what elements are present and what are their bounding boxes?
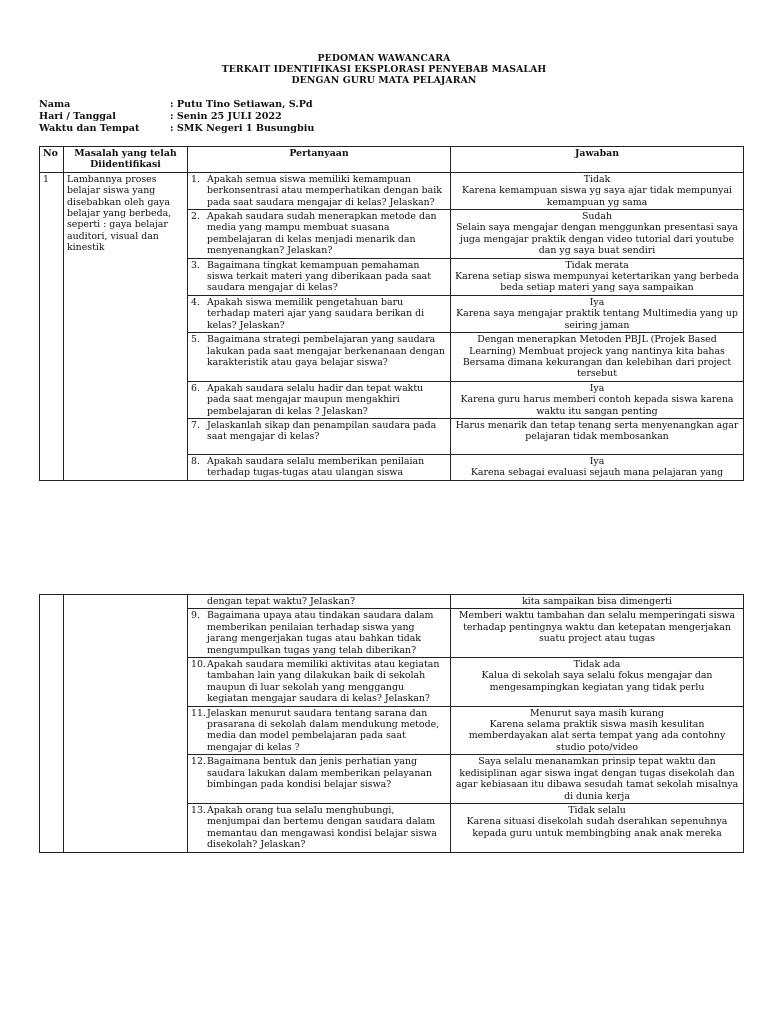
question-cell <box>188 755 451 804</box>
question-text: dengan tepat waktu? Jelaskan? <box>207 596 355 607</box>
table-row <box>40 172 744 209</box>
answer-cell <box>451 706 744 755</box>
question-cell <box>188 258 451 295</box>
question-text: Bagaimana strategi pembelajaran yang saudara lakukan pada saat mengajar berkenanaan dengan karakteristik atau gaya belajar siswa? <box>207 334 445 368</box>
document-subtitle-2: DENGAN GURU MATA PELAJARAN <box>291 75 477 86</box>
answer-detail: Karena saya mengajar praktik tentang Multimedia yang up seiring jaman <box>456 308 738 331</box>
answer-short: Iya <box>589 455 605 467</box>
answer-short: Iya <box>589 296 605 308</box>
answer-cell <box>451 658 744 707</box>
answer-detail: Karena setiap siswa mempunyai ketertarikan yang berbeda beda setiap materi yang saya sampaikan <box>455 271 739 294</box>
question-number: 7. <box>191 419 200 431</box>
answer-short: Tidak merata <box>565 259 629 271</box>
masalah-cell: Lambannya proses belajar siswa yang disebabkan oleh gaya belajar yang berbeda, seperti : gaya belajar auditori, visual dan kinestik <box>64 172 188 480</box>
question-number: 10. <box>191 659 206 671</box>
answer-continuation: kita sampaikan bisa dimengerti <box>451 595 744 609</box>
answer-cell <box>451 381 744 418</box>
table-header-row <box>40 147 744 173</box>
question-cell <box>188 454 451 480</box>
answer-cell <box>451 755 744 804</box>
answer-detail: Karena guru harus memberi contoh kepada siswa karena waktu itu sangan penting <box>460 394 734 417</box>
question-number: 6. <box>191 382 200 394</box>
info-label: Waktu dan Tempat <box>39 123 140 134</box>
info-value: : Putu Tino Setiawan, S.Pd <box>170 99 313 110</box>
answer-short: Sudah <box>581 211 613 223</box>
answer-short: Iya <box>589 382 605 394</box>
interview-table-page-2 <box>39 594 744 853</box>
question-text: Apakah siswa memilik pengetahuan baru terhadap materi ajar yang saudara berikan di kelas? Jelaskan? <box>207 296 425 331</box>
answer-detail: Karena sebagai evaluasi sejauh mana pelajaran yang <box>470 467 724 479</box>
answer-short: Tidak selalu <box>568 804 626 816</box>
masalah-cell-empty <box>64 595 188 853</box>
answer-detail: Kalua di sekolah saya selalu fokus mengajar dan mengesampingkan kegiatan yang tidak perlu <box>481 670 713 693</box>
question-number: 13. <box>191 804 206 816</box>
question-number: 1. <box>191 173 200 185</box>
question-cell <box>188 418 451 454</box>
answer-cell <box>451 295 744 332</box>
question-text: Jelaskanlah sikap dan penampilan saudara pada saat mengajar di kelas? <box>207 419 437 443</box>
answer-detail: Karena kemampuan siswa yg saya ajar tidak mempunyai kemampuan yg sama <box>461 185 733 208</box>
row-number: 1 <box>40 172 64 480</box>
info-label: Nama <box>39 99 71 110</box>
answer-cell <box>451 609 744 658</box>
col-header-masalah: Masalah yang telah Diidentifikasi <box>64 147 188 173</box>
question-number: 2. <box>191 211 200 223</box>
answer-detail: Harus menarik dan tetap tenang serta menyenangkan agar pelajaran tidak membosankan <box>455 419 739 443</box>
question-cell <box>188 381 451 418</box>
answer-cell <box>451 454 744 480</box>
col-header-pertanyaan: Pertanyaan <box>188 147 451 173</box>
document-title: PEDOMAN WAWANCARA <box>317 53 451 64</box>
question-cell <box>188 803 451 852</box>
answer-detail: Selain saya mengajar dengan menggunkan presentasi saya juga mengajar praktik dengan video tutorial dari youtube dan yg saya buat sendiri <box>456 222 738 257</box>
answer-short: Tidak <box>583 173 611 185</box>
answer-detail: Karena selama praktik siswa masih kesulitan memberdayakan alat serta tempat yang ada contohny studio poto/video <box>468 719 726 753</box>
question-continuation <box>188 595 451 609</box>
answer-detail: Memberi waktu tambahan dan selalu memperingati siswa terhadap pentingnya waktu dan ketepatan mengerjakan suatu project atau tugas <box>458 610 736 645</box>
question-text: Bagaimana bentuk dan jenis perhatian yang saudara lakukan dalam memberikan pelayanan bimbingan pada kondisi belajar siswa? <box>207 756 433 791</box>
answer-cell <box>451 803 744 852</box>
interview-table-page-1 <box>39 146 744 481</box>
row-number-empty <box>40 595 64 853</box>
question-number: 9. <box>191 610 200 622</box>
answer-short: Tidak ada <box>573 659 621 671</box>
answer-detail: Karena situasi disekolah sudah dserahkan sepenuhnya kepada guru untuk membingbing anak anak mereka <box>466 816 728 839</box>
col-header-no: No <box>40 147 64 173</box>
question-number: 12. <box>191 756 206 768</box>
answer-detail: Saya selalu menanamkan prinsip tepat waktu dan kedisiplinan agar siswa ingat dengan tugas disekolah dan agar kebiasaan itu dibawa sesudah tamat sekolah misalnya di dunia kerja <box>455 756 739 802</box>
question-number: 5. <box>191 334 200 346</box>
question-text: Apakah semua siswa memiliki kemampuan berkonsentrasi atau memperhatikan dengan baik pada saat saudara mengajar di kelas? Jelaskan? <box>207 173 442 208</box>
answer-cell <box>451 258 744 295</box>
question-number: 4. <box>191 296 200 308</box>
question-text: Bagaimana upaya atau tindakan saudara dalam memberikan penilaian terhadap siswa yang jarang mengerjakan tugas atau bahkan tidak mengumpulkan tugas yang telah diberikan? <box>207 610 434 656</box>
answer-cell <box>451 210 744 259</box>
question-number: 3. <box>191 259 200 271</box>
info-value: : SMK Negeri 1 Busungbiu <box>170 123 315 134</box>
question-cell <box>188 295 451 332</box>
info-label: Hari / Tanggal <box>39 111 116 122</box>
answer-cell <box>451 172 744 209</box>
question-cell <box>188 172 451 209</box>
question-cell <box>188 333 451 382</box>
question-cell <box>188 706 451 755</box>
answer-short: Menurut saya masih kurang <box>530 707 664 719</box>
info-value: : Senin 25 JULI 2022 <box>170 111 282 122</box>
question-text: Apakah orang tua selalu menghubungi, menjumpai dan bertemu dengan saudara dalam memantau dan mengawasi kondisi belajar siswa disekolah? Jelaskan? <box>207 804 437 851</box>
answer-detail: Dengan menerapkan Metoden PBJL (Projek Based Learning) Membuat projeck yang nantinya kita bahas Bersama dimana kekurangan dan kelebihan dari project tersebut <box>462 334 732 380</box>
question-cell <box>188 658 451 707</box>
question-number: 8. <box>191 455 200 467</box>
question-text: Apakah saudara sudah menerapkan metode dan media yang mampu membuat suasana pembelajaran di kelas menjadi menarik dan menyenangkan? Jelaskan? <box>207 211 437 257</box>
answer-cell <box>451 418 744 454</box>
question-text: Apakah saudara memiliki aktivitas atau kegiatan tambahan lain yang dilakukan baik di sekolah maupun di luar sekolah yang menggangu kegiatan mengajar saudara di kelas? Jelaskan? <box>207 659 440 705</box>
document-subtitle: TERKAIT IDENTIFIKASI EKSPLORASI PENYEBAB MASALAH <box>221 64 547 75</box>
col-header-jawaban: Jawaban <box>451 147 744 173</box>
question-number: 11. <box>191 707 206 719</box>
question-cell <box>188 609 451 658</box>
question-text: Apakah saudara selalu hadir dan tepat waktu pada saat mengajar maupun mengakhiri pembelajaran di kelas ? Jelaskan? <box>207 382 424 417</box>
table-row-continuation <box>40 595 744 609</box>
question-text: Jelaskan menurut saudara tentang sarana dan prasarana di sekolah dalam mendukung metode, media dan model pembelajaran pada saat mengajar di kelas ? <box>207 707 440 753</box>
question-cell <box>188 210 451 259</box>
question-text: Apakah saudara selalu memberikan penilaian terhadap tugas-tugas atau ulangan siswa <box>207 455 425 479</box>
answer-cell <box>451 333 744 382</box>
question-text: Bagaimana tingkat kemampuan pemahaman siswa terkait materi yang diberikaan pada saat saudara mengajar di kelas? <box>207 259 432 294</box>
